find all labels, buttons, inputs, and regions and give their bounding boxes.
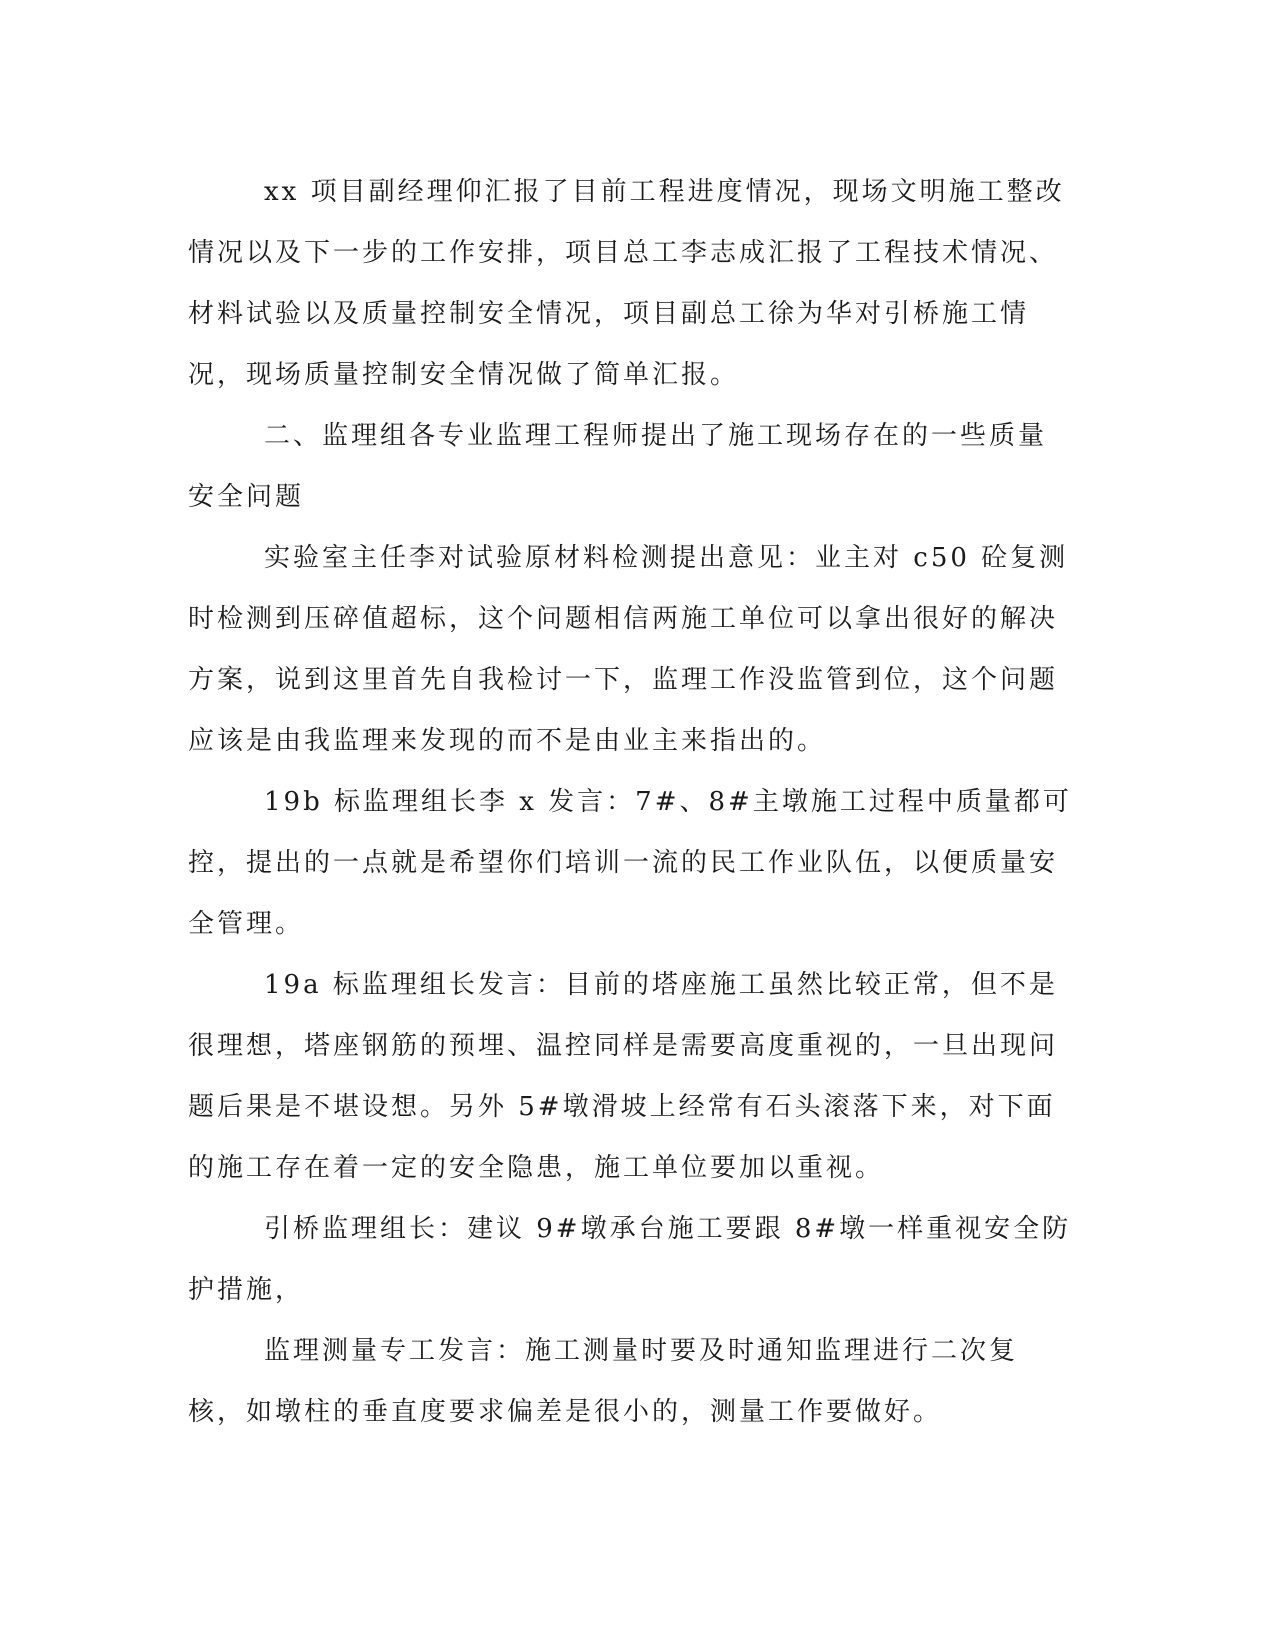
paragraph-survey-engineer: 监理测量专工发言：施工测量时要及时通知监理进行二次复核，如墩柱的垂直度要求偏差是很小的，测量工作要做好。 [188, 1336, 1019, 1427]
paragraph-19a-supervisor: 19a 标监理组长发言：目前的塔座施工虽然比较正常，但不是很理想，塔座钢筋的预埋、温控同样是需要高度重视的，一旦出现问题后果是不堪设想。另外 5#墩滑坡上经常有石头滚落下来，对下面的施工存在着一定的安全隐患，施工单位要加以重视。 [188, 970, 1059, 1183]
document-body [188, 162, 1072, 1443]
paragraph-approach-bridge-supervisor: 引桥监理组长：建议 9#墩承台施工要跟 8#墩一样重视安全防护措施， [188, 1214, 1072, 1305]
paragraph-19b-supervisor: 19b 标监理组长李 x 发言：7#、8#主墩施工过程中质量都可控，提出的一点就是希望你们培训一流的民工作业队伍，以便质量安全管理。 [188, 787, 1072, 939]
paragraph-progress-report: xx 项目副经理仰汇报了目前工程进度情况，现场文明施工整改情况以及下一步的工作安排，项目总工李志成汇报了工程技术情况、材料试验以及质量控制安全情况，项目副总工徐为华对引桥施工情况，现场质量控制安全情况做了简单汇报。 [188, 177, 1065, 390]
paragraph-lab-director: 实验室主任李对试验原材料检测提出意见：业主对 c50 砼复测时检测到压碎值超标，这个问题相信两施工单位可以拿出很好的解决方案，说到这里首先自我检讨一下，监理工作没监管到位，这个问题应该是由我监理来发现的而不是由业主来指出的。 [188, 543, 1069, 756]
paragraph-section-two-heading: 二、监理组各专业监理工程师提出了施工现场存在的一些质量安全问题 [188, 421, 1048, 512]
